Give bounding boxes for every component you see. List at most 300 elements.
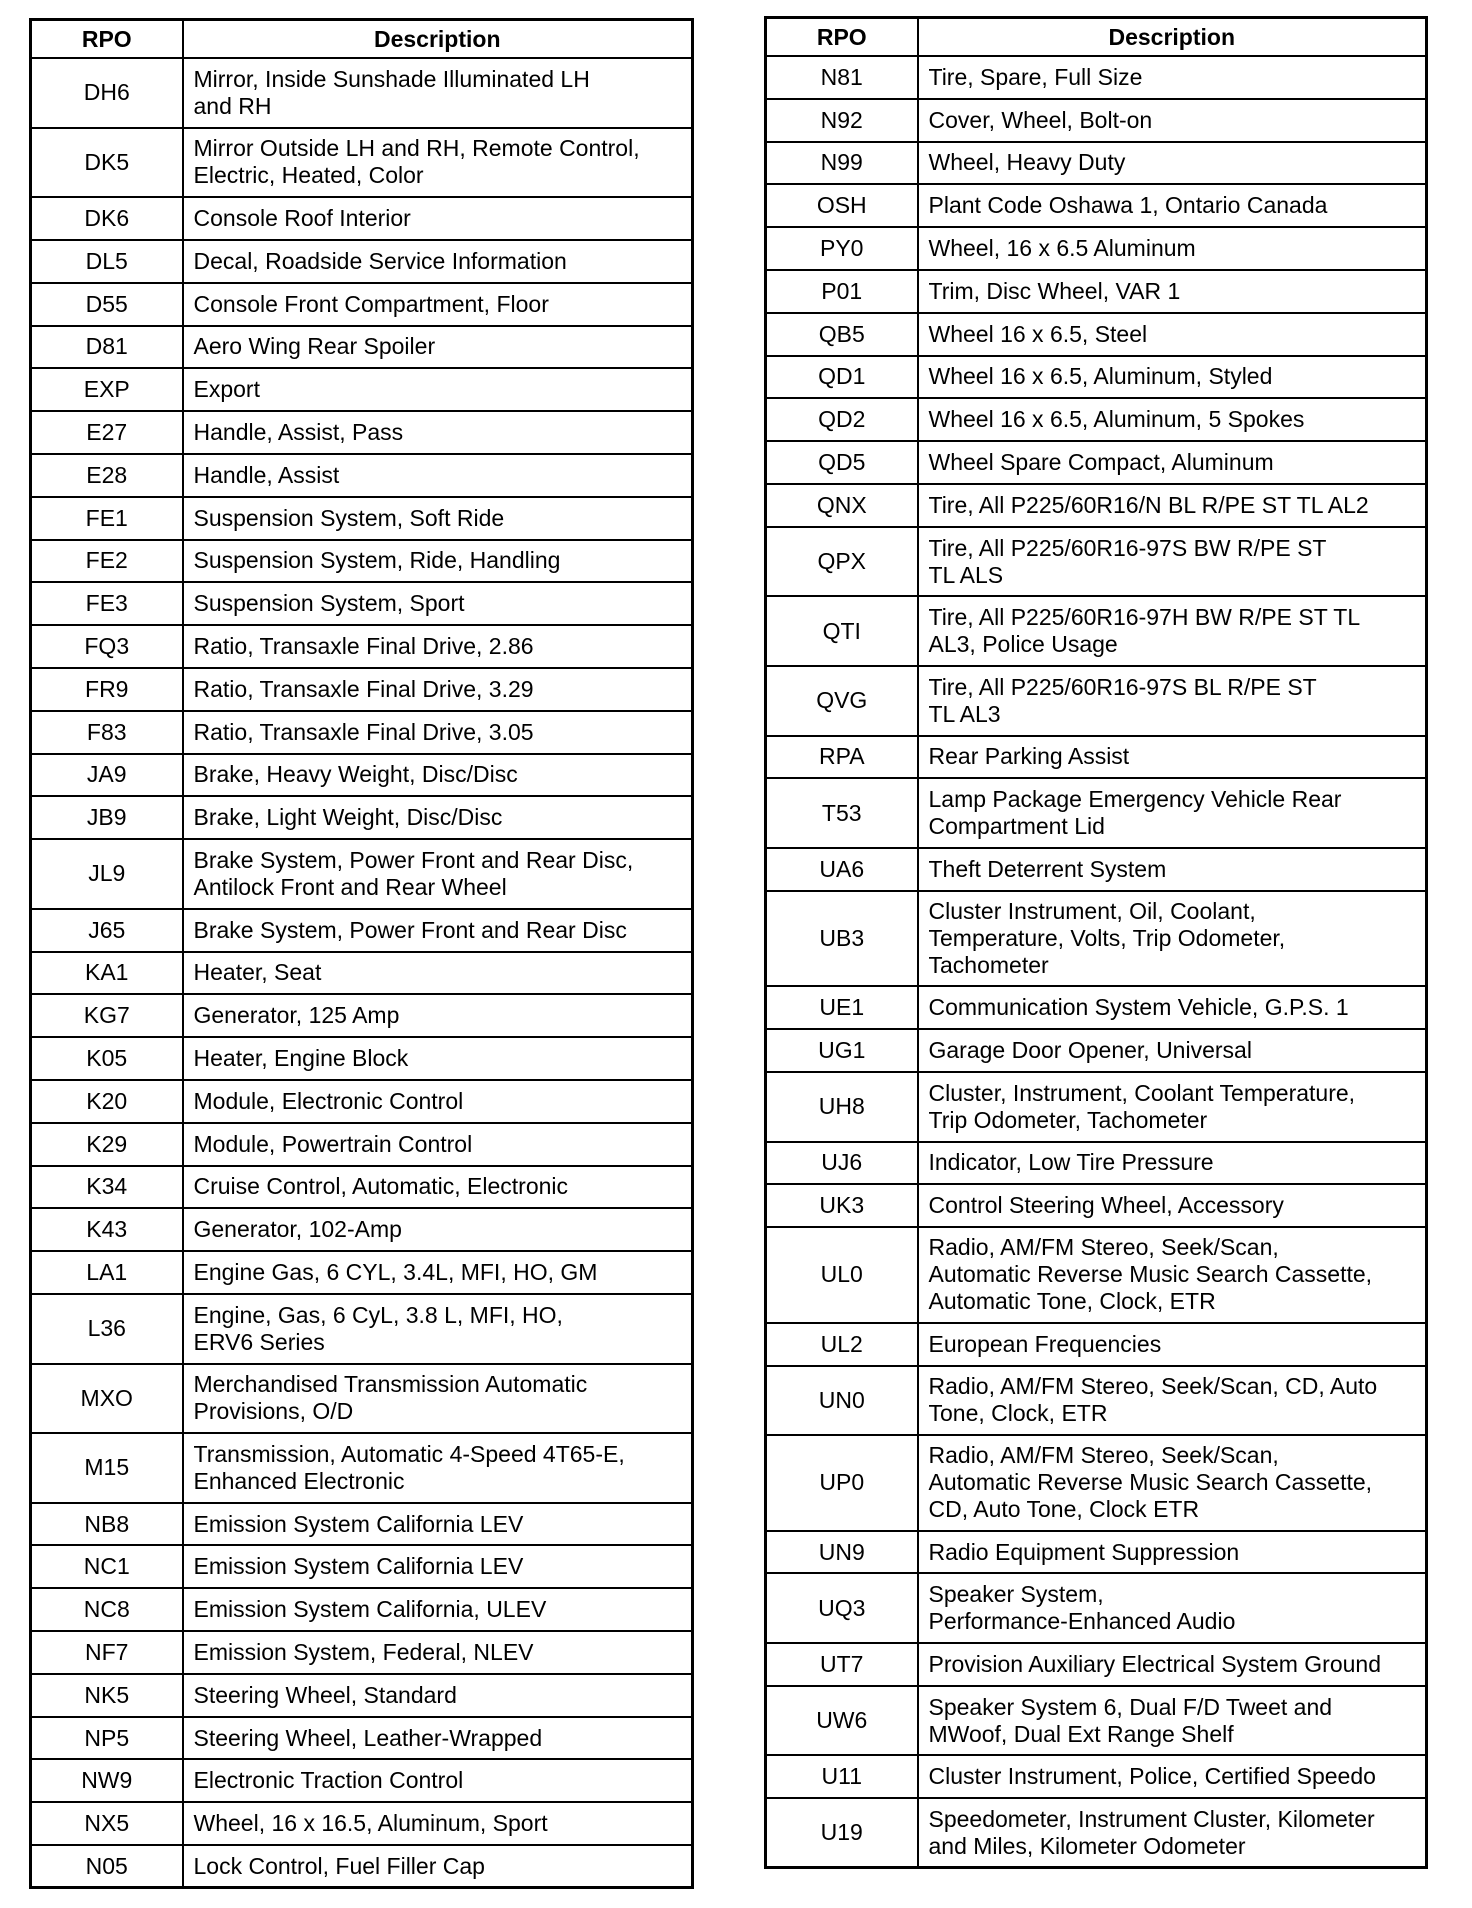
- table-row: [31, 1588, 693, 1631]
- table-row: [766, 1029, 1427, 1072]
- table-row: [31, 283, 693, 326]
- table-row: [766, 1686, 1427, 1756]
- description-line: Generator, 125 Amp: [193, 1002, 400, 1029]
- description-line: CD, Auto Tone, Clock ETR: [928, 1496, 1200, 1523]
- rpo-code: T53: [766, 778, 918, 848]
- rpo-code: NP5: [31, 1717, 183, 1760]
- table-row: [766, 99, 1427, 142]
- description-line: Wheel, 16 x 6.5 Aluminum: [928, 235, 1196, 262]
- description-line: Tone, Clock, ETR: [928, 1400, 1108, 1427]
- table-row: [31, 952, 693, 995]
- rpo-description: [918, 736, 1427, 779]
- table-row: [31, 1802, 693, 1845]
- rpo-description: [183, 1080, 693, 1123]
- description-line: Ratio, Transaxle Final Drive, 2.86: [193, 633, 534, 660]
- rpo-description: [918, 1798, 1427, 1868]
- table-row: [31, 1503, 693, 1546]
- rpo-header: RPO: [31, 20, 183, 59]
- description-line: Decal, Roadside Service Information: [193, 247, 567, 274]
- table-row: [766, 184, 1427, 227]
- description-line: Suspension System, Ride, Handling: [193, 547, 561, 574]
- description-line: Cruise Control, Automatic, Electronic: [193, 1173, 569, 1200]
- table-row: [766, 56, 1427, 99]
- description-line: Control Steering Wheel, Accessory: [928, 1192, 1284, 1219]
- rpo-description: [918, 56, 1427, 99]
- rpo-description: [918, 184, 1427, 227]
- description-line: Emission System, Federal, NLEV: [193, 1638, 534, 1665]
- table-row: [766, 527, 1427, 597]
- description-line: Mirror, Inside Sunshade Illuminated LH: [193, 65, 590, 92]
- rpo-description: [918, 1643, 1427, 1686]
- description-line: and Miles, Kilometer Odometer: [928, 1832, 1246, 1859]
- rpo-code: F83: [31, 711, 183, 754]
- description-line: Heater, Seat: [193, 959, 322, 986]
- rpo-code: DH6: [31, 58, 183, 128]
- rpo-description: [918, 313, 1427, 356]
- description-line: Performance-Enhanced Audio: [928, 1608, 1236, 1635]
- description-line: Lock Control, Fuel Filler Cap: [193, 1852, 485, 1879]
- rpo-code: QD2: [766, 398, 918, 441]
- rpo-description: [183, 1631, 693, 1674]
- rpo-code: U11: [766, 1755, 918, 1798]
- table-row: [31, 368, 693, 411]
- description-line: ERV6 Series: [193, 1328, 325, 1355]
- description-line: MWoof, Dual Ext Range Shelf: [928, 1720, 1234, 1747]
- rpo-code: D55: [31, 283, 183, 326]
- rpo-description: [918, 1029, 1427, 1072]
- table-row: [31, 1251, 693, 1294]
- table-row: [766, 441, 1427, 484]
- rpo-code: K29: [31, 1123, 183, 1166]
- rpo-description: [918, 527, 1427, 597]
- rpo-description: [918, 1184, 1427, 1227]
- rpo-code: NB8: [31, 1503, 183, 1546]
- description-line: Automatic Tone, Clock, ETR: [928, 1288, 1216, 1315]
- description-line: Console Front Compartment, Floor: [193, 290, 549, 317]
- rpo-description: [183, 1294, 693, 1364]
- rpo-description: [183, 1123, 693, 1166]
- description-line: Provisions, O/D: [193, 1398, 354, 1425]
- rpo-code: UQ3: [766, 1573, 918, 1643]
- description-line: Wheel 16 x 6.5, Aluminum, 5 Spokes: [928, 406, 1305, 433]
- table-row: [766, 736, 1427, 779]
- description-line: Engine Gas, 6 CYL, 3.4L, MFI, HO, GM: [193, 1259, 598, 1285]
- rpo-code: DK5: [31, 128, 183, 198]
- rpo-description: [918, 596, 1427, 666]
- description-line: Electronic Traction Control: [193, 1767, 464, 1794]
- rpo-code: N05: [31, 1845, 183, 1888]
- table-row: [31, 1123, 693, 1166]
- rpo-code: D81: [31, 326, 183, 369]
- rpo-code: JL9: [31, 839, 183, 909]
- description-line: Enhanced Electronic: [193, 1467, 405, 1494]
- rpo-code: JB9: [31, 796, 183, 839]
- rpo-code: QVG: [766, 666, 918, 736]
- rpo-description: [918, 227, 1427, 270]
- table-row: [31, 1166, 693, 1209]
- rpo-description: [918, 1686, 1427, 1756]
- description-line: Generator, 102-Amp: [193, 1216, 402, 1243]
- rpo-code: UT7: [766, 1643, 918, 1686]
- description-line: Radio Equipment Suppression: [928, 1538, 1240, 1565]
- table-row: [31, 1080, 693, 1123]
- description-line: Wheel, 16 x 16.5, Aluminum, Sport: [193, 1810, 548, 1837]
- rpo-description: [183, 1802, 693, 1845]
- table-row: [766, 778, 1427, 848]
- table-row: [31, 668, 693, 711]
- rpo-description: [183, 58, 693, 128]
- description-line: Radio, AM/FM Stereo, Seek/Scan,: [928, 1442, 1279, 1469]
- description-line: Module, Powertrain Control: [193, 1130, 473, 1157]
- rpo-code: KA1: [31, 952, 183, 995]
- description-line: Tire, All P225/60R16/N BL R/PE ST TL AL2: [928, 491, 1369, 518]
- description-line: Tire, All P225/60R16-97S BL R/PE ST: [928, 673, 1317, 700]
- table-row: [766, 270, 1427, 313]
- rpo-code: OSH: [766, 184, 918, 227]
- rpo-description: [183, 625, 693, 668]
- table-row: [31, 326, 693, 369]
- description-line: Wheel, Heavy Duty: [928, 149, 1126, 176]
- rpo-code: PY0: [766, 227, 918, 270]
- rpo-code: NW9: [31, 1759, 183, 1802]
- description-line: Heater, Engine Block: [193, 1045, 409, 1072]
- description-line: Cluster, Instrument, Coolant Temperature,: [928, 1079, 1356, 1106]
- description-line: Handle, Assist, Pass: [193, 419, 404, 446]
- table-row: [31, 754, 693, 797]
- rpo-description: [918, 666, 1427, 736]
- rpo-code: FE2: [31, 540, 183, 583]
- table-row: [31, 1717, 693, 1760]
- description-line: Tire, Spare, Full Size: [928, 63, 1143, 90]
- rpo-description: [183, 952, 693, 995]
- rpo-description: [918, 270, 1427, 313]
- rpo-description: [918, 441, 1427, 484]
- rpo-code: L36: [31, 1294, 183, 1364]
- header-row: [766, 18, 1427, 57]
- rpo-description: [183, 796, 693, 839]
- rpo-description: [918, 891, 1427, 987]
- rpo-code: NX5: [31, 1802, 183, 1845]
- rpo-code: UB3: [766, 891, 918, 987]
- rpo-code: NF7: [31, 1631, 183, 1674]
- rpo-description: [918, 1435, 1427, 1531]
- description-line: Provision Auxiliary Electrical System Ground: [928, 1650, 1381, 1677]
- rpo-code: LA1: [31, 1251, 183, 1294]
- rpo-description: [183, 540, 693, 583]
- rpo-description: [183, 668, 693, 711]
- table-row: [31, 454, 693, 497]
- rpo-description: [183, 1364, 693, 1434]
- rpo-code: QD5: [766, 441, 918, 484]
- rpo-code: NC8: [31, 1588, 183, 1631]
- table-row: [766, 484, 1427, 527]
- description-line: Ratio, Transaxle Final Drive, 3.29: [193, 675, 534, 702]
- rpo-code: E27: [31, 411, 183, 454]
- table-row: [766, 1531, 1427, 1574]
- rpo-code: UL2: [766, 1323, 918, 1366]
- table-body: [31, 58, 693, 1888]
- rpo-code: K34: [31, 1166, 183, 1209]
- description-line: Automatic Reverse Music Search Cassette,: [928, 1469, 1373, 1496]
- rpo-code: FR9: [31, 668, 183, 711]
- description-line: Lamp Package Emergency Vehicle Rear: [928, 786, 1342, 813]
- description-line: Suspension System, Soft Ride: [193, 504, 505, 531]
- table-row: [766, 848, 1427, 891]
- description-line: Speaker System,: [928, 1581, 1104, 1608]
- rpo-description: [183, 1208, 693, 1251]
- table-row: [31, 1845, 693, 1888]
- description-line: Temperature, Volts, Trip Odometer,: [928, 925, 1286, 952]
- rpo-code: QB5: [766, 313, 918, 356]
- rpo-description: [183, 909, 693, 952]
- description-line: Speaker System 6, Dual F/D Tweet and: [928, 1693, 1333, 1720]
- description-line: European Frequencies: [928, 1330, 1162, 1357]
- rpo-description: [918, 99, 1427, 142]
- table-body: [766, 56, 1427, 1868]
- rpo-description: [183, 128, 693, 198]
- description-line: Suspension System, Sport: [193, 590, 465, 617]
- description-line: Module, Electronic Control: [193, 1087, 464, 1114]
- header-row: [31, 20, 693, 59]
- table-row: [766, 1435, 1427, 1531]
- table-row: [766, 1798, 1427, 1868]
- table-row: [766, 1755, 1427, 1798]
- description-line: Transmission, Automatic 4-Speed 4T65-E,: [193, 1440, 625, 1467]
- description-line: Radio, AM/FM Stereo, Seek/Scan,: [928, 1234, 1279, 1261]
- rpo-code: UL0: [766, 1227, 918, 1323]
- rpo-code: FE3: [31, 582, 183, 625]
- description-line: Brake System, Power Front and Rear Disc,: [193, 846, 634, 873]
- rpo-code: N81: [766, 56, 918, 99]
- rpo-code: QTI: [766, 596, 918, 666]
- rpo-code: UN0: [766, 1366, 918, 1436]
- table-row: [766, 313, 1427, 356]
- rpo-code: E28: [31, 454, 183, 497]
- table-row: [31, 625, 693, 668]
- table-row: [766, 356, 1427, 399]
- table-row: [31, 796, 693, 839]
- table-row: [766, 1142, 1427, 1185]
- rpo-header: RPO: [766, 18, 918, 57]
- description-line: Cluster Instrument, Oil, Coolant,: [928, 898, 1256, 925]
- rpo-description: [183, 497, 693, 540]
- rpo-description: [183, 1759, 693, 1802]
- rpo-description: [918, 1072, 1427, 1142]
- description-line: Wheel 16 x 6.5, Steel: [928, 320, 1148, 347]
- rpo-code: FE1: [31, 497, 183, 540]
- rpo-description: [183, 1588, 693, 1631]
- description-line: Cluster Instrument, Police, Certified Speedo: [928, 1763, 1376, 1790]
- rpo-code: UN9: [766, 1531, 918, 1574]
- rpo-description: [918, 778, 1427, 848]
- rpo-table-left: [29, 18, 694, 1889]
- rpo-description: [918, 1227, 1427, 1323]
- description-line: Mirror Outside LH and RH, Remote Control,: [193, 135, 640, 162]
- rpo-code: UA6: [766, 848, 918, 891]
- description-header: Description: [918, 18, 1427, 57]
- table-row: [766, 986, 1427, 1029]
- table-row: [31, 711, 693, 754]
- rpo-table-right: [764, 16, 1428, 1869]
- description-line: Steering Wheel, Standard: [193, 1681, 457, 1708]
- rpo-code: QNX: [766, 484, 918, 527]
- table-row: [31, 1674, 693, 1717]
- table-row: [31, 1433, 693, 1503]
- table-row: [31, 994, 693, 1037]
- rpo-code: NK5: [31, 1674, 183, 1717]
- description-line: Theft Deterrent System: [928, 855, 1167, 882]
- description-line: Radio, AM/FM Stereo, Seek/Scan, CD, Auto: [928, 1373, 1378, 1400]
- rpo-description: [918, 1142, 1427, 1185]
- table-row: [31, 128, 693, 198]
- description-line: Antilock Front and Rear Wheel: [193, 873, 507, 900]
- rpo-description: [918, 1755, 1427, 1798]
- rpo-description: [918, 398, 1427, 441]
- description-line: Rear Parking Assist: [928, 743, 1130, 770]
- rpo-description: [183, 582, 693, 625]
- description-line: Indicator, Low Tire Pressure: [928, 1149, 1214, 1176]
- rpo-description: [183, 839, 693, 909]
- description-line: Trim, Disc Wheel, VAR 1: [928, 277, 1181, 304]
- description-line: Emission System California, ULEV: [193, 1596, 547, 1623]
- rpo-description: [183, 1433, 693, 1503]
- description-line: Brake, Light Weight, Disc/Disc: [193, 804, 503, 831]
- description-line: Compartment Lid: [928, 813, 1105, 840]
- rpo-description: [183, 411, 693, 454]
- table-row: [766, 1573, 1427, 1643]
- table-row: [766, 1184, 1427, 1227]
- rpo-description: [918, 986, 1427, 1029]
- rpo-code: FQ3: [31, 625, 183, 668]
- description-line: Brake System, Power Front and Rear Disc: [193, 916, 627, 943]
- rpo-description: [183, 368, 693, 411]
- table-row: [766, 227, 1427, 270]
- rpo-code: U19: [766, 1798, 918, 1868]
- rpo-description: [183, 1503, 693, 1546]
- rpo-description: [183, 1251, 693, 1294]
- description-line: Garage Door Opener, Universal: [928, 1037, 1252, 1064]
- description-line: Wheel Spare Compact, Aluminum: [928, 449, 1274, 476]
- table-row: [766, 1366, 1427, 1436]
- table-row: [766, 398, 1427, 441]
- table-row: [31, 58, 693, 128]
- rpo-description: [183, 326, 693, 369]
- table-row: [31, 1545, 693, 1588]
- table-row: [31, 582, 693, 625]
- rpo-description: [183, 454, 693, 497]
- description-header: Description: [183, 20, 693, 59]
- rpo-code: UK3: [766, 1184, 918, 1227]
- table-row: [766, 1643, 1427, 1686]
- table-row: [31, 497, 693, 540]
- description-line: Handle, Assist: [193, 461, 340, 488]
- table-row: [31, 1294, 693, 1364]
- rpo-description: [183, 1674, 693, 1717]
- description-line: TL AL3: [928, 700, 1001, 727]
- table-row: [766, 596, 1427, 666]
- rpo-code: UE1: [766, 986, 918, 1029]
- description-line: and RH: [193, 92, 272, 119]
- description-line: Merchandised Transmission Automatic: [193, 1371, 588, 1398]
- rpo-code: K20: [31, 1080, 183, 1123]
- rpo-description: [183, 994, 693, 1037]
- rpo-description: [183, 1545, 693, 1588]
- table-row: [766, 891, 1427, 987]
- table-row: [31, 1037, 693, 1080]
- description-line: Export: [193, 376, 260, 403]
- rpo-code: QPX: [766, 527, 918, 597]
- description-line: Emission System California LEV: [193, 1510, 524, 1537]
- rpo-code: K05: [31, 1037, 183, 1080]
- rpo-description: [918, 1366, 1427, 1436]
- description-line: Console Roof Interior: [193, 205, 411, 232]
- rpo-code: N99: [766, 142, 918, 185]
- rpo-description: [183, 1166, 693, 1209]
- rpo-code: RPA: [766, 736, 918, 779]
- rpo-code: M15: [31, 1433, 183, 1503]
- rpo-code: UJ6: [766, 1142, 918, 1185]
- rpo-description: [183, 197, 693, 240]
- table-row: [31, 540, 693, 583]
- rpo-code: UW6: [766, 1686, 918, 1756]
- table-row: [766, 142, 1427, 185]
- rpo-description: [183, 754, 693, 797]
- description-line: Trip Odometer, Tachometer: [928, 1106, 1208, 1133]
- rpo-description: [183, 711, 693, 754]
- rpo-code: UG1: [766, 1029, 918, 1072]
- rpo-description: [918, 1531, 1427, 1574]
- description-line: Automatic Reverse Music Search Cassette,: [928, 1261, 1373, 1288]
- table-row: [766, 1227, 1427, 1323]
- rpo-description: [918, 356, 1427, 399]
- description-line: Speedometer, Instrument Cluster, Kilometer: [928, 1805, 1375, 1832]
- rpo-code: N92: [766, 99, 918, 142]
- description-line: AL3, Police Usage: [928, 631, 1118, 658]
- description-line: Emission System California LEV: [193, 1553, 524, 1580]
- table-row: [31, 839, 693, 909]
- description-line: Ratio, Transaxle Final Drive, 3.05: [193, 718, 534, 745]
- table-row: [31, 909, 693, 952]
- table-row: [31, 1759, 693, 1802]
- rpo-code: J65: [31, 909, 183, 952]
- rpo-description: [918, 142, 1427, 185]
- table-row: [31, 1364, 693, 1434]
- description-line: Tachometer: [928, 952, 1049, 979]
- description-line: Electric, Heated, Color: [193, 162, 424, 189]
- description-line: Wheel 16 x 6.5, Aluminum, Styled: [928, 363, 1273, 390]
- description-line: Communication System Vehicle, G.P.S. 1: [928, 994, 1349, 1021]
- rpo-code: MXO: [31, 1364, 183, 1434]
- rpo-code: DL5: [31, 240, 183, 283]
- table-row: [31, 1208, 693, 1251]
- rpo-code: DK6: [31, 197, 183, 240]
- description-line: Brake, Heavy Weight, Disc/Disc: [193, 761, 518, 788]
- rpo-code: K43: [31, 1208, 183, 1251]
- table-row: [766, 666, 1427, 736]
- table-row: [766, 1323, 1427, 1366]
- rpo-description: [918, 1323, 1427, 1366]
- rpo-code: UP0: [766, 1435, 918, 1531]
- rpo-description: [183, 1845, 693, 1888]
- description-line: Steering Wheel, Leather-Wrapped: [193, 1724, 543, 1751]
- rpo-description: [183, 1717, 693, 1760]
- description-line: Aero Wing Rear Spoiler: [193, 333, 436, 360]
- rpo-code: P01: [766, 270, 918, 313]
- description-line: Engine, Gas, 6 CyL, 3.8 L, MFI, HO,: [193, 1301, 563, 1328]
- rpo-code: KG7: [31, 994, 183, 1037]
- description-line: Tire, All P225/60R16-97H BW R/PE ST TL: [928, 604, 1361, 631]
- rpo-description: [183, 1037, 693, 1080]
